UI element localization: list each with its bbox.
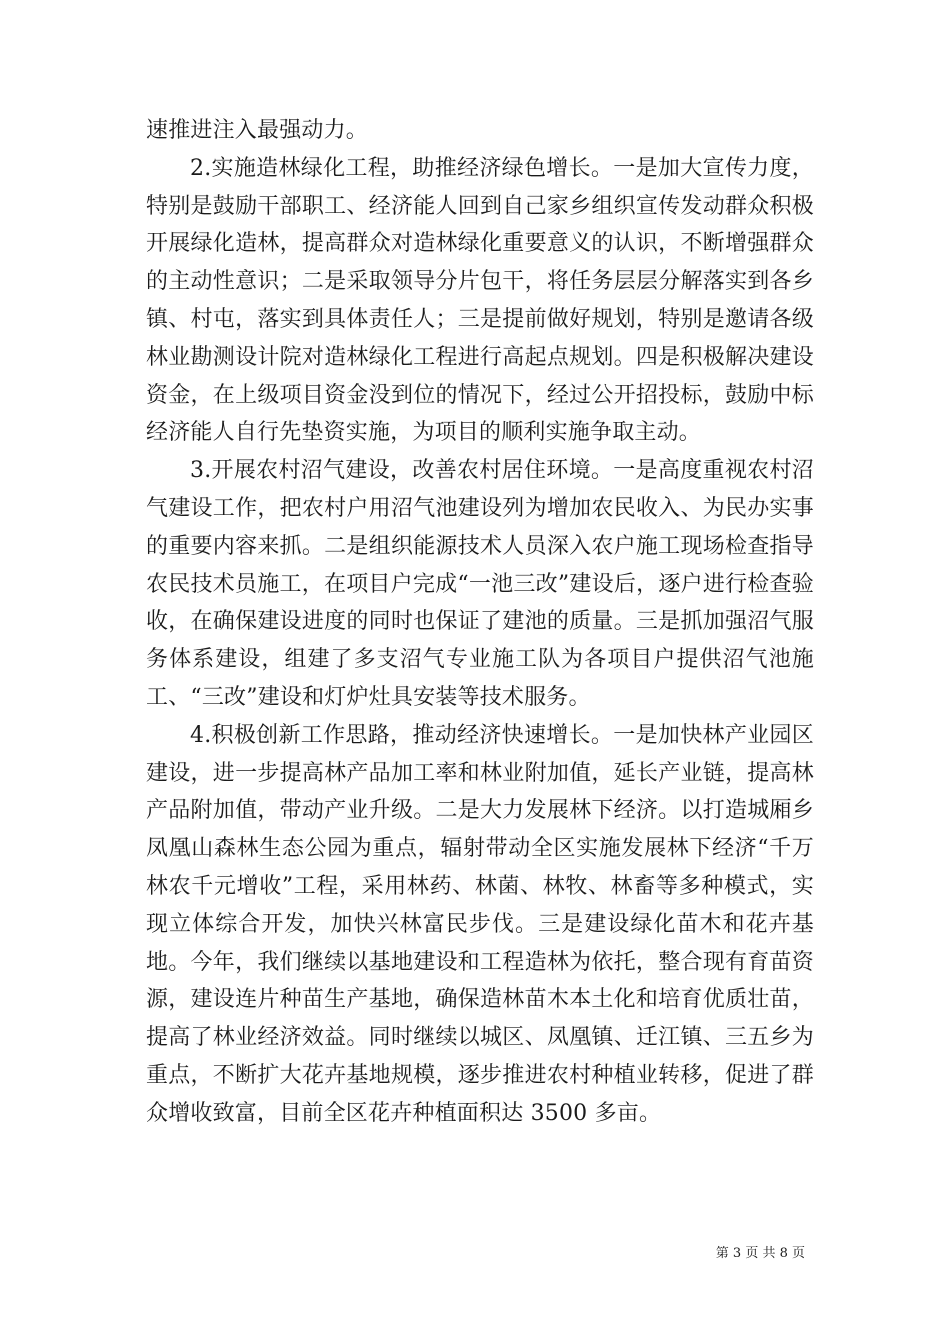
- document-body: [146, 112, 814, 1133]
- paragraph-innovation: 4.积极创新工作思路，推动经济快速增长。一是加快林产业园区建设，进一步提高林产品加工率和林业附加值，延长产业链，提高林产品附加值，带动产业升级。二是大力发展林下经济。以打造城厢乡凤凰山森林生态公园为重点，辐射带动全区实施发展林下经济“千万林农千元增收”工程，采用林药、林菌、林牧、林畜等多种模式，实现立体综合开发，加快兴林富民步伐。三是建设绿化苗木和花卉基地。今年，我们继续以基地建设和工程造林为依托，整合现有育苗资源，建设连片种苗生产基地，确保造林苗木本土化和培育优质壮苗，提高了林业经济效益。同时继续以城区、凤凰镇、迁江镇、三五乡为重点，不断扩大花卉基地规模，逐步推进农村种植业转移，促进了群众增收致富，目前全区花卉种植面积达 3500 多亩。: [146, 722, 814, 1126]
- paragraph-afforestation: 2.实施造林绿化工程，助推经济绿色增长。一是加大宣传力度，特别是鼓励干部职工、经济能人回到自己家乡组织宣传发动群众积极开展绿化造林，提高群众对造林绿化重要意义的认识，不断增强群众的主动性意识；二是采取领导分片包干，将任务层层分解落实到各乡镇、村屯，落实到具体责任人；三是提前做好规划，特别是邀请各级林业勘测设计院对造林绿化工程进行高起点规划。四是积极解决建设资金，在上级项目资金没到位的情况下，经过公开招投标，鼓励中标经济能人自行先垫资实施，为项目的顺利实施争取主动。: [146, 155, 814, 446]
- page-number: 第 3 页 共 8 页: [715, 1246, 805, 1261]
- paragraph-continuation: 速推进注入最强动力。: [146, 118, 369, 143]
- paragraph-biogas: 3.开展农村沼气建设，改善农村居住环境。一是高度重视农村沼气建设工作，把农村户用沼气池建设列为增加农民收入、为民办实事的重要内容来抓。二是组织能源技术人员深入农户施工现场检查指导农民技术员施工，在项目户完成“一池三改”建设后，逐户进行检查验收，在确保建设进度的同时也保证了建池的质量。三是抓加强沼气服务体系建设，组建了多支沼气专业施工队为各项目户提供沼气池施工、“三改”建设和灯炉灶具安装等技术服务。: [146, 458, 814, 710]
